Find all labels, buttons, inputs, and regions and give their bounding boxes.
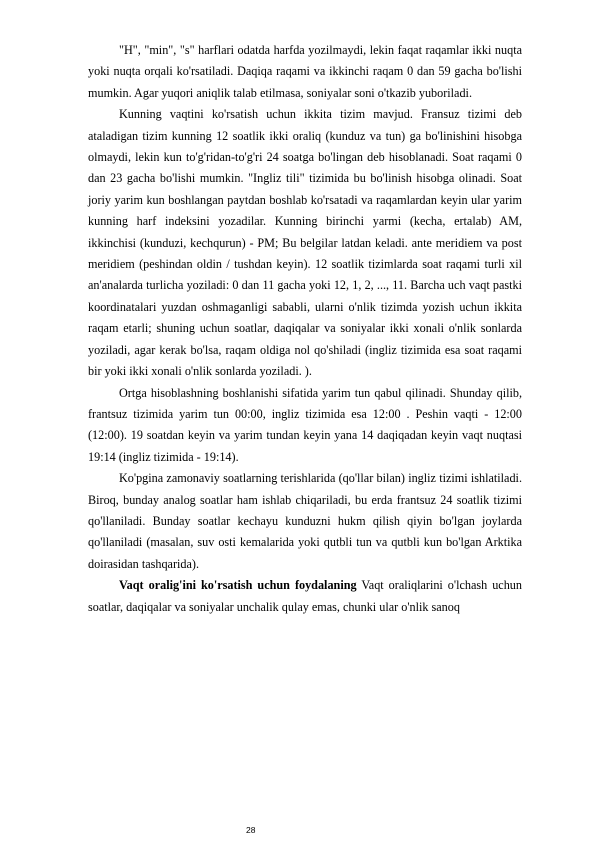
page-number: 28 — [246, 825, 256, 835]
paragraph-time-intervals — [88, 575, 522, 618]
body-text — [88, 40, 522, 618]
paragraph-clock-dials — [88, 468, 522, 575]
paragraph-text: Ortga hisoblashning boshlanishi sifatida yarim tun qabul qilinadi. Shunday qilib, frantsuz tizimida yarim tun 00:00, ingliz tizimida esa 12:00 . Peshin vaqti - 12:00 (12:00). 19 soatdan keyin va yarim tundan keyin yana 14 daqiqadan keyin vaqt nuqtasi 19:14 (ingliz tizimida - 19:14). — [88, 385, 522, 464]
paragraph-time-systems — [88, 104, 522, 382]
paragraph-text: Vaqt oraliqlarini o'lchash uchun soatlar, daqiqalar va soniyalar unchalik qulay emas, chunki ular o'nlik sanoq — [88, 578, 522, 614]
paragraph-text: "H", "min", "s" harflari odatda harfda yozilmaydi, lekin faqat raqamlar ikki nuqta yoki nuqta orqali ko'rsatiladi. Daqiqa raqami va ikkinchi raqam 0 dan 59 gacha bo'lishi mumkin. Agar yuqori aniqlik talab etilmasa, soniyalar soni o'tkazib yuboriladi. — [88, 43, 522, 100]
paragraph-text: Kunning vaqtini ko'rsatish uchun ikkita tizim mavjud. Fransuz tizimi deb ataladigan tizim kunning 12 soatlik ikki oraliq (kunduz va tun) ga bo'linishini hisobga olmaydi, lekin kun to'g'ridan-to'g'ri 24 soatga bo'lingan deb hisoblanadi. Soat raqami 0 dan 23 gacha bo'lishi mumkin. "Ingliz tili" tizimida bu bo'linish hisobga olinadi. Soat joriy yarim kun boshlangan paytdan boshlab ko'rsatadi va raqamlardan keyin ular yarim kunning harf indeksini yozadilar. Kunning birinchi yarmi (kecha, ertalab) AM, ikkinchisi (kunduzi, kechqurun) - PM; Bu belgilar latdan keladi. ante meridiem va post meridiem (peshindan oldin / tushdan keyin). 12 soatlik tizimlarda soat raqami turli xil an'analarda turlicha yoziladi: 0 dan 11 gacha yoki 12, 1, 2, ..., 11. Barcha uch vaqt pastki koordinatalari yuzdan oshmaganligi sababli, ularni o'nlik tizimda yozish uchun ikkita raqam etarli; shuning uchun soatlar, daqiqalar va soniyalar ikki xonali o'nlik sonlarda yoziladi, agar kerak bo'lsa, raqam oldiga nol qo'shiladi (ingliz tizimida esa soat raqami bir yoki ikki xonali o'nlik sonlarda yoziladi. ). — [88, 107, 522, 379]
paragraph-text: Ko'pgina zamonaviy soatlarning terishlarida (qo'llar bilan) ingliz tizimi ishlatiladi. Biroq, bunday analog soatlar ham ishlab chiqariladi, bu erda frantsuz 24 soatlik tizimi qo'llaniladi. Bunday soatlar kechayu kunduzni hukm qilish qiyin bo'lgan joylarda qo'llaniladi (masalan, suv osti kemalarida yoki qutbli tun va qutbli kun bo'lgan Arktika doirasidan tashqarida). — [88, 471, 522, 571]
paragraph-midnight — [88, 383, 522, 469]
paragraph-lead-bold: Vaqt oralig'ini ko'rsatish uchun foydalaning — [119, 578, 357, 593]
paragraph-time-format — [88, 40, 522, 104]
